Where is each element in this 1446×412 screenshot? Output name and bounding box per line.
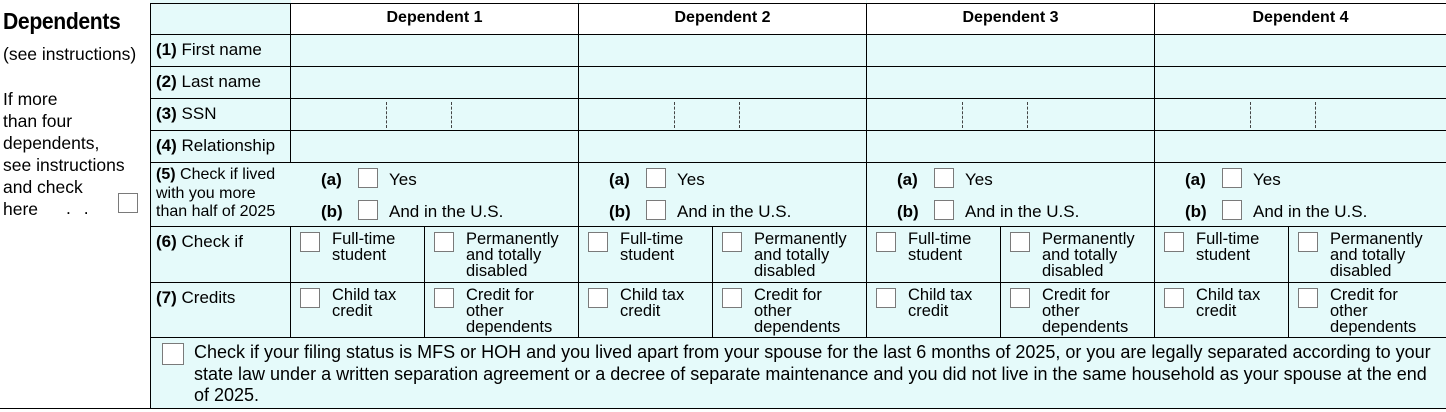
table-top-rule — [150, 3, 1446, 4]
section-bottom-rule — [0, 408, 1446, 409]
dependent-3-other-dependents-credit-checkbox[interactable] — [1010, 288, 1030, 308]
column-header-dependent-4: Dependent 4 — [1155, 0, 1446, 34]
ssn-separator — [1027, 102, 1028, 128]
row-label-ssn: (3) SSN — [156, 104, 217, 123]
dependent-4-last-name-field[interactable] — [1155, 67, 1446, 97]
column-rule — [290, 3, 291, 162]
dependent-3-ssn-field[interactable] — [867, 99, 1154, 129]
full-time-student-label: Full-time student — [1196, 230, 1260, 264]
dependent-4-child-tax-credit-checkbox[interactable] — [1164, 288, 1184, 308]
child-tax-credit-label: Child tax credit — [908, 286, 973, 320]
ssn-separator — [739, 102, 740, 128]
option-tag-a: (a) — [1185, 170, 1206, 189]
dependent-3-disabled-checkbox[interactable] — [1010, 232, 1030, 252]
dependent-2-lived-in-us-checkbox[interactable] — [646, 200, 666, 220]
dependent-2-other-dependents-credit-checkbox[interactable] — [722, 288, 742, 308]
dependent-2-first-name-field[interactable] — [579, 35, 866, 65]
dependent-4-ssn-field[interactable] — [1155, 99, 1446, 129]
dependent-3-lived-yes-checkbox[interactable] — [934, 168, 954, 188]
row-label-first-name: (1) First name — [156, 40, 262, 59]
dependent-2-full-time-student-checkbox[interactable] — [588, 232, 608, 252]
disabled-label: Permanently and totally disabled — [466, 230, 559, 280]
subcolumn-rule — [712, 226, 713, 337]
option-label-in-us: And in the U.S. — [965, 202, 1080, 221]
subcolumn-rule — [424, 226, 425, 337]
dependent-2-child-tax-credit-checkbox[interactable] — [588, 288, 608, 308]
table-left-rule — [150, 3, 151, 408]
more-than-four-dependents-checkbox[interactable] — [118, 193, 138, 213]
row-label-credits: (7) Credits — [156, 288, 236, 307]
dependent-4-relationship-field[interactable] — [1155, 131, 1446, 161]
header-rule — [150, 34, 1446, 35]
child-tax-credit-label: Child tax credit — [332, 286, 397, 320]
option-label-in-us: And in the U.S. — [677, 202, 792, 221]
dependent-1-lived-in-us-checkbox[interactable] — [358, 200, 378, 220]
ssn-separator — [1315, 102, 1316, 128]
dependent-2-disabled-checkbox[interactable] — [722, 232, 742, 252]
column-rule — [578, 3, 579, 337]
mfs-hoh-lived-apart-statement: Check if your filing status is MFS or HOH and you lived apart from your spouse for the last 6 months of 2025, or you are legally separated according to your state law under a written separation agreement or a decree of separate maintenance and you did not live in the same household as your spouse at the end of 2025. — [194, 342, 1431, 405]
column-header-dependent-2: Dependent 2 — [579, 0, 866, 34]
disabled-label: Permanently and totally disabled — [1042, 230, 1135, 280]
option-tag-b: (b) — [897, 202, 919, 221]
row-rule — [150, 337, 1446, 338]
dependent-1-first-name-field[interactable] — [291, 35, 578, 65]
option-tag-a: (a) — [321, 170, 342, 189]
more-dependents-instructions: If more than four dependents, see instructions and check here — [3, 89, 125, 219]
row-label-last-name: (2) Last name — [156, 72, 261, 91]
dependent-3-relationship-field[interactable] — [867, 131, 1154, 161]
column-rule — [1154, 3, 1155, 337]
dependent-4-first-name-field[interactable] — [1155, 35, 1446, 65]
row-rule — [150, 162, 1446, 163]
row-rule — [150, 226, 1446, 227]
ssn-separator — [674, 102, 675, 128]
option-label-yes: Yes — [389, 170, 417, 189]
dependents-sidebar — [0, 0, 150, 412]
dependent-1-ssn-field[interactable] — [291, 99, 578, 129]
dependent-2-last-name-field[interactable] — [579, 67, 866, 97]
row-label-lived-with-you: (5) Check if lived with you more than half of 2025 — [156, 166, 276, 220]
row-rule — [150, 130, 1446, 131]
dependent-1-last-name-field[interactable] — [291, 67, 578, 97]
option-label-yes: Yes — [965, 170, 993, 189]
other-dependents-credit-label: Credit for other dependents — [466, 286, 553, 336]
full-time-student-label: Full-time student — [332, 230, 396, 264]
dependent-4-lived-in-us-checkbox[interactable] — [1222, 200, 1242, 220]
column-rule — [866, 3, 867, 337]
dependent-3-lived-in-us-checkbox[interactable] — [934, 200, 954, 220]
dependent-3-child-tax-credit-checkbox[interactable] — [876, 288, 896, 308]
row-rule — [150, 66, 1446, 67]
other-dependents-credit-label: Credit for other dependents — [1042, 286, 1129, 336]
ssn-separator — [1250, 102, 1251, 128]
full-time-student-label: Full-time student — [908, 230, 972, 264]
child-tax-credit-label: Child tax credit — [620, 286, 685, 320]
dependent-4-other-dependents-credit-checkbox[interactable] — [1298, 288, 1318, 308]
option-label-in-us: And in the U.S. — [1253, 202, 1368, 221]
dependent-1-child-tax-credit-checkbox[interactable] — [300, 288, 320, 308]
option-label-in-us: And in the U.S. — [389, 202, 504, 221]
section-subtitle: (see instructions) — [3, 44, 137, 64]
ssn-separator — [386, 102, 387, 128]
row-label-check-if: (6) Check if — [156, 232, 243, 251]
dependent-2-lived-yes-checkbox[interactable] — [646, 168, 666, 188]
dependent-2-ssn-field[interactable] — [579, 99, 866, 129]
section-title: Dependents — [3, 8, 121, 34]
dependent-4-lived-yes-checkbox[interactable] — [1222, 168, 1242, 188]
column-rule — [290, 226, 291, 337]
dependent-4-full-time-student-checkbox[interactable] — [1164, 232, 1184, 252]
dependent-1-disabled-checkbox[interactable] — [434, 232, 454, 252]
dependent-4-disabled-checkbox[interactable] — [1298, 232, 1318, 252]
subcolumn-rule — [1000, 226, 1001, 337]
dependent-1-relationship-field[interactable] — [291, 131, 578, 161]
option-tag-b: (b) — [321, 202, 343, 221]
full-time-student-label: Full-time student — [620, 230, 684, 264]
dependent-2-relationship-field[interactable] — [579, 131, 866, 161]
mfs-hoh-lived-apart-checkbox[interactable] — [162, 343, 184, 365]
ssn-separator — [451, 102, 452, 128]
subcolumn-rule — [1288, 226, 1289, 337]
other-dependents-credit-label: Credit for other dependents — [754, 286, 841, 336]
column-header-dependent-1: Dependent 1 — [291, 0, 578, 34]
option-label-yes: Yes — [1253, 170, 1281, 189]
option-label-yes: Yes — [677, 170, 705, 189]
row-rule — [150, 98, 1446, 99]
dependent-1-full-time-student-checkbox[interactable] — [300, 232, 320, 252]
option-tag-b: (b) — [609, 202, 631, 221]
dependent-3-first-name-field[interactable] — [867, 35, 1154, 65]
ssn-separator — [962, 102, 963, 128]
dependent-1-lived-yes-checkbox[interactable] — [358, 168, 378, 188]
dependent-1-other-dependents-credit-checkbox[interactable] — [434, 288, 454, 308]
disabled-label: Permanently and totally disabled — [1330, 230, 1423, 280]
option-tag-b: (b) — [1185, 202, 1207, 221]
leader-dots: . . — [66, 198, 93, 218]
dependent-3-full-time-student-checkbox[interactable] — [876, 232, 896, 252]
row-label-relationship: (4) Relationship — [156, 136, 276, 155]
child-tax-credit-label: Child tax credit — [1196, 286, 1261, 320]
disabled-label: Permanently and totally disabled — [754, 230, 847, 280]
option-tag-a: (a) — [897, 170, 918, 189]
dependent-3-last-name-field[interactable] — [867, 67, 1154, 97]
option-tag-a: (a) — [609, 170, 630, 189]
row-rule — [150, 282, 1446, 283]
other-dependents-credit-label: Credit for other dependents — [1330, 286, 1417, 336]
column-header-dependent-3: Dependent 3 — [867, 0, 1154, 34]
